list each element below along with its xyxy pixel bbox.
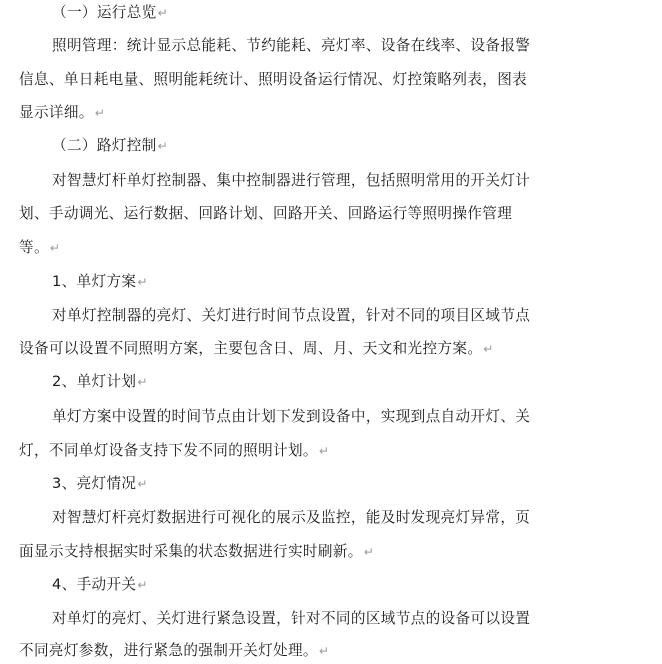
section-heading [52, 369, 148, 395]
body-line: 等。↵ [19, 239, 61, 256]
body-line: 不同亮灯参数，进行紧急的强制开关灯处理。↵ [19, 642, 330, 659]
body-line: 对智慧灯杆亮灯数据进行可视化的展示及监控，能及时发现亮灯异常，页 [52, 509, 531, 526]
paragraph-mark-icon: ↵ [483, 342, 494, 356]
body-line: 灯，不同单灯设备支持下发不同的照明计划。↵ [19, 442, 330, 459]
body-line: 面显示支持根据实时采集的状态数据进行实时刷新。↵ [19, 543, 375, 560]
body-line: 划、手动调光、运行数据、回路计划、回路开关、回路运行等照明操作管理 [19, 205, 513, 222]
paragraph-mark-icon: ↵ [157, 139, 169, 153]
body-line: 单灯方案中设置的时间节点由计划下发到设备中，实现到点自动开灯、关 [52, 408, 531, 425]
body-line: 信息、单日耗电量、照明能耗统计、照明设备运行情况、灯控策略列表，图表 [19, 71, 528, 88]
paragraph-mark-icon: ↵ [318, 644, 330, 658]
body-line: 照明管理：统计显示总能耗、节约能耗、亮灯率、设备在线率、设备报警 [52, 37, 531, 54]
section-heading [52, 572, 148, 598]
paragraph-mark-icon: ↵ [137, 477, 148, 491]
section-heading [52, 471, 148, 497]
section-heading [52, 133, 168, 159]
heading-text: 3、亮灯情况 [52, 475, 137, 492]
body-line: 对智慧灯杆单灯控制器、集中控制器进行管理，包括照明常用的开关灯计 [52, 172, 531, 189]
body-line: 设备可以设置不同照明方案，主要包含日、周、月、天文和光控方案。↵ [19, 340, 494, 357]
heading-text: （二）路灯控制 [52, 137, 157, 154]
body-line: 对单灯控制器的亮灯、关灯进行时间节点设置，针对不同的项目区域节点 [52, 307, 531, 324]
section-heading [52, 0, 168, 26]
paragraph-mark-icon: ↵ [363, 545, 375, 559]
paragraph-mark-icon: ↵ [94, 106, 106, 120]
body-line: 对单灯的亮灯、关灯进行紧急设置，针对不同的区域节点的设备可以设置 [52, 610, 531, 627]
heading-text: 2、单灯计划 [52, 373, 137, 390]
paragraph-mark-icon: ↵ [137, 375, 148, 389]
paragraph-mark-icon: ↵ [318, 444, 330, 458]
heading-text: 4、手动开关 [52, 576, 137, 593]
heading-text: 1、单灯方案 [52, 273, 137, 290]
paragraph-mark-icon: ↵ [49, 241, 61, 255]
body-line: 显示详细。↵ [19, 104, 106, 121]
heading-text: （一）运行总览 [52, 4, 157, 21]
section-heading [52, 269, 148, 295]
paragraph-mark-icon: ↵ [137, 578, 148, 592]
paragraph-mark-icon: ↵ [157, 6, 169, 20]
paragraph-mark-icon: ↵ [137, 275, 148, 289]
